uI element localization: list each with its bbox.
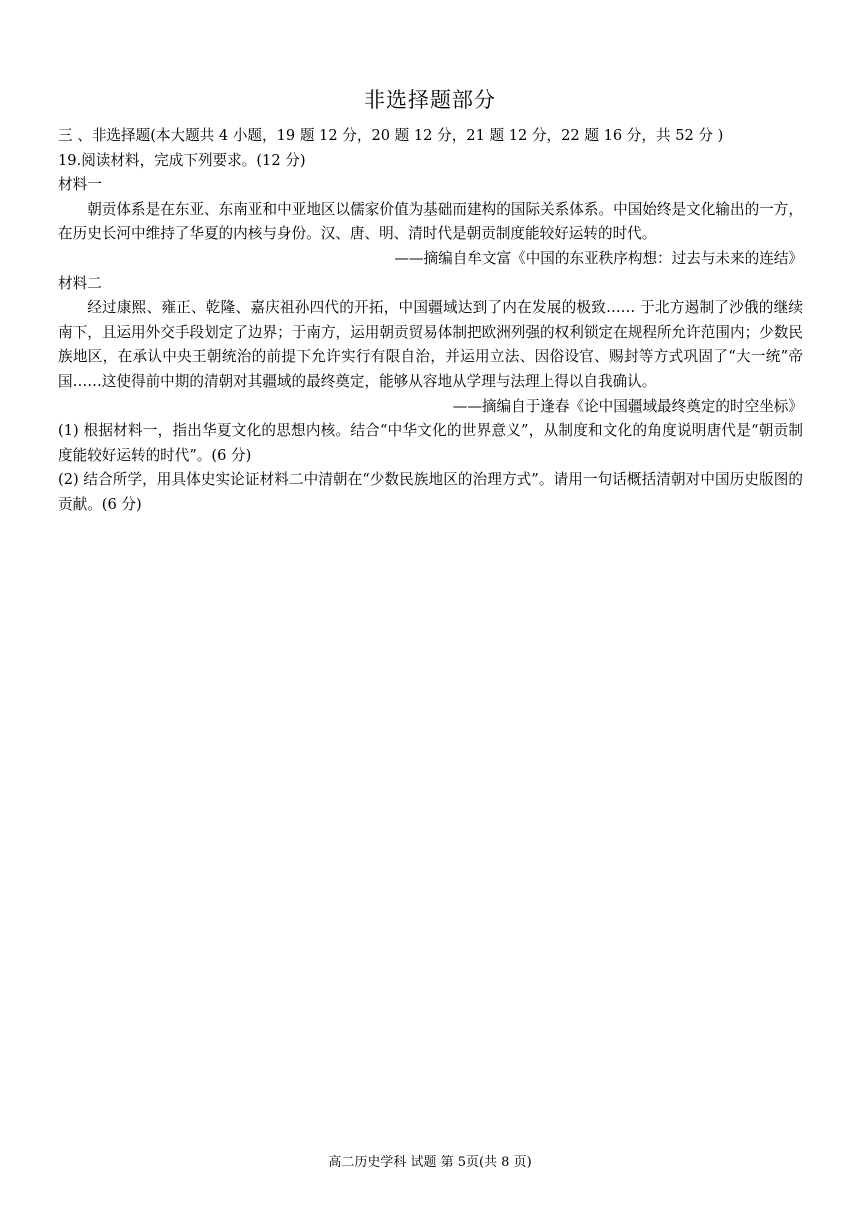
material-1-label: 材料一: [58, 176, 102, 194]
material-2-citation: ——摘编自于逢春《论中国疆域最终奠定的时空坐标》: [452, 397, 803, 415]
question-content: [58, 124, 803, 518]
section-title: 非选择题部分: [364, 88, 496, 112]
material-1-text: 朝贡体系是在东亚、东南亚和中亚地区以儒家价值为基础而建构的国际关系体系。中国始终是文化输出的一方，在历史长河中维持了华夏的内核与身份。汉、唐、明、清时代是朝贡制度能较好运转的时代。: [58, 200, 803, 243]
material-2-label: 材料二: [58, 274, 102, 292]
page-footer: 高二历史学科 试题 第 5页(共 8 页): [328, 1155, 532, 1170]
question-stem: 19.阅读材料，完成下列要求。(12 分): [58, 151, 306, 169]
sub-question-1: (1) 根据材料一，指出华夏文化的思想内核。结合“中华文化的世界意义”，从制度和文化的角度说明唐代是“朝贡制度能较好运转的时代”。(6 分): [58, 422, 803, 464]
sub-question-2: (2) 结合所学，用具体史实论证材料二中清朝在“少数民族地区的治理方式”。请用一句话概括清朝对中国历史版图的贡献。(6 分): [58, 471, 803, 513]
material-1-citation: ——摘编自牟文富《中国的东亚秩序构想：过去与未来的连结》: [394, 249, 803, 267]
section-header: 三 、非选择题(本大题共 4 小题，19 题 12 分，20 题 12 分，21 题 12 分，22 题 16 分，共 52 分 ): [58, 127, 724, 144]
material-2-text: 经过康熙、雍正、乾隆、嘉庆祖孙四代的开拓，中国疆域达到了内在发展的极致…… 于北方遏制了沙俄的继续南下，且运用外交手段划定了边界；于南方，运用朝贡贸易体制把欧洲列强的权利锁定在规程所允许范围内；少数民族地区，在承认中央王朝统治的前提下允许实行有限自治，并运用立法、因俗设官、赐封等方式巩固了“大一统”帝国……这使得前中期的清朝对其疆域的最终奠定，能够从容地从学理与法理上得以自我确认。: [58, 299, 803, 390]
